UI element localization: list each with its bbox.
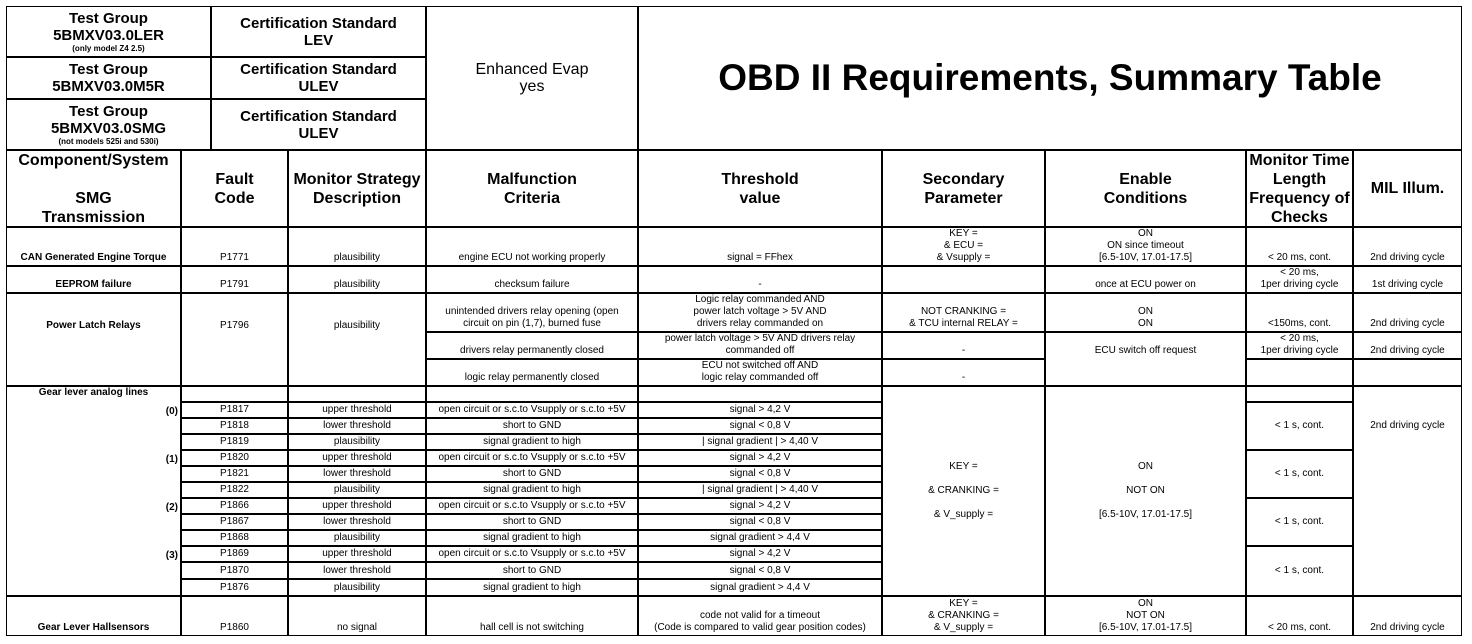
enhanced-evap-label: Enhanced Evap — [475, 61, 589, 78]
gear-row-p1818-code: P1818 — [181, 418, 288, 434]
col-header-secondary: Secondary Parameter — [882, 150, 1045, 227]
test-group-1-code: 5BMXV03.0LER — [53, 27, 164, 44]
gear-row-p1870-threshold: signal < 0,8 V — [638, 562, 882, 579]
gear-group-2-time: < 1 s, cont. — [1246, 498, 1353, 546]
gear-row-p1820-code: P1820 — [181, 450, 288, 466]
row-hall-component: Gear Lever Hallsensors — [6, 596, 181, 636]
row-eeprom-component: EEPROM failure — [6, 266, 181, 293]
test-group-1-label: Test Group — [69, 10, 148, 27]
row-hall-threshold: code not valid for a timeout (Code is compared to valid gear position codes) — [638, 596, 882, 636]
row-hall-secondary: KEY = & CRANKING = & V_supply = — [882, 596, 1045, 636]
gear-row-p1868-threshold: signal gradient > 4,4 V — [638, 530, 882, 546]
gear-row-p1820-malfunction: open circuit or s.c.to Vsupply or s.c.to +5V — [426, 450, 638, 466]
row-gear-analog-code-empty — [181, 386, 288, 402]
row-power-latch-2-time: < 20 ms, 1per driving cycle — [1246, 332, 1353, 359]
test-group-3-note: (not models 525i and 530i) — [58, 137, 159, 146]
col-header-malfunction: Malfunction Criteria — [426, 150, 638, 227]
gear-group-3-label: (3) — [165, 550, 178, 561]
cert-standard-1-cell — [211, 6, 426, 57]
gear-group-1-label: (1) — [165, 454, 178, 465]
row-can-code: P1771 — [181, 227, 288, 266]
cert-standard-3-label: Certification Standard — [240, 107, 397, 125]
cert-standard-3-value: ULEV — [298, 124, 339, 142]
row-gear-analog-secondary: KEY = & CRANKING = & V_supply = — [882, 386, 1045, 596]
row-hall-mil: 2nd driving cycle — [1353, 596, 1462, 636]
row-gear-analog-enable: ON NOT ON [6.5-10V, 17.01-17.5] — [1045, 386, 1246, 596]
test-group-2-label: Test Group — [69, 61, 148, 78]
gear-row-p1821-malfunction: short to GND — [426, 466, 638, 482]
gear-row-p1870-strategy: lower threshold — [288, 562, 426, 579]
test-group-3-label: Test Group — [69, 103, 148, 120]
gear-row-p1867-malfunction: short to GND — [426, 514, 638, 530]
row-power-latch-1-malfunction: unintended drivers relay opening (open circuit on pin (1,7), burned fuse — [426, 293, 638, 332]
test-group-2-code: 5BMXV03.0M5R — [52, 78, 165, 95]
row-hall-malfunction: hall cell is not switching — [426, 596, 638, 636]
gear-row-p1822-malfunction: signal gradient to high — [426, 482, 638, 498]
gear-row-p1817-strategy: upper threshold — [288, 402, 426, 418]
row-eeprom-enable: once at ECU power on — [1045, 266, 1246, 293]
cert-standard-2-label: Certification Standard — [240, 61, 397, 78]
gear-row-p1868-malfunction: signal gradient to high — [426, 530, 638, 546]
row-gear-analog-component: Gear lever analog lines — [6, 386, 181, 596]
col-header-threshold: Threshold value — [638, 150, 882, 227]
col-header-enable: Enable Conditions — [1045, 150, 1246, 227]
gear-group-0-label: (0) — [165, 406, 178, 417]
row-gear-analog-malfunction-empty — [426, 386, 638, 402]
row-power-latch-2-malfunction: drivers relay permanently closed — [426, 332, 638, 359]
gear-row-p1867-strategy: lower threshold — [288, 514, 426, 530]
row-hall-time: < 20 ms, cont. — [1246, 596, 1353, 636]
row-power-latch-2-mil: 2nd driving cycle — [1353, 332, 1462, 359]
gear-row-p1876-threshold: signal gradient > 4,4 V — [638, 579, 882, 596]
gear-row-p1866-malfunction: open circuit or s.c.to Vsupply or s.c.to +5V — [426, 498, 638, 514]
row-eeprom-threshold: - — [638, 266, 882, 293]
test-group-2-cell — [6, 57, 211, 99]
row-can-time: < 20 ms, cont. — [1246, 227, 1353, 266]
row-eeprom-secondary — [882, 266, 1045, 293]
row-power-latch-3-mil-empty — [1353, 359, 1462, 386]
gear-row-p1821-code: P1821 — [181, 466, 288, 482]
row-hall-code: P1860 — [181, 596, 288, 636]
row-eeprom-mil: 1st driving cycle — [1353, 266, 1462, 293]
col-header-time-length: Monitor Time Length Frequency of Checks — [1246, 150, 1353, 227]
gear-row-p1820-strategy: upper threshold — [288, 450, 426, 466]
cert-standard-2-cell — [211, 57, 426, 99]
row-power-latch-3-time-empty — [1246, 359, 1353, 386]
page-title: OBD II Requirements, Summary Table — [638, 6, 1462, 150]
cert-standard-2-value: ULEV — [298, 78, 339, 95]
gear-row-p1822-code: P1822 — [181, 482, 288, 498]
gear-row-p1817-malfunction: open circuit or s.c.to Vsupply or s.c.to +5V — [426, 402, 638, 418]
row-power-latch-strategy: plausibility — [288, 293, 426, 386]
row-power-latch-2-threshold: power latch voltage > 5V AND drivers relay commanded off — [638, 332, 882, 359]
gear-row-p1866-code: P1866 — [181, 498, 288, 514]
gear-group-1-time: < 1 s, cont. — [1246, 450, 1353, 498]
cert-standard-3-cell — [211, 99, 426, 150]
row-power-latch-1-secondary: NOT CRANKING = & TCU internal RELAY = — [882, 293, 1045, 332]
gear-row-p1866-strategy: upper threshold — [288, 498, 426, 514]
row-can-enable: ON ON since timeout [6.5-10V, 17.01-17.5] — [1045, 227, 1246, 266]
gear-row-p1820-threshold: signal > 4,2 V — [638, 450, 882, 466]
row-eeprom-code: P1791 — [181, 266, 288, 293]
cert-standard-1-label: Certification Standard — [240, 14, 397, 32]
gear-row-p1821-strategy: lower threshold — [288, 466, 426, 482]
enhanced-evap-value: yes — [519, 78, 545, 95]
test-group-1-cell — [6, 6, 211, 57]
gear-row-p1869-strategy: upper threshold — [288, 546, 426, 562]
gear-group-0-time: < 1 s, cont. — [1246, 402, 1353, 450]
row-power-latch-1-mil: 2nd driving cycle — [1353, 293, 1462, 332]
gear-row-p1867-code: P1867 — [181, 514, 288, 530]
gear-row-p1867-threshold: signal < 0,8 V — [638, 514, 882, 530]
row-power-latch-2-secondary: - — [882, 332, 1045, 359]
row-can-secondary: KEY = & ECU = & Vsupply = — [882, 227, 1045, 266]
row-power-latch-code: P1796 — [181, 293, 288, 386]
row-can-mil: 2nd driving cycle — [1353, 227, 1462, 266]
row-power-latch-1-threshold: Logic relay commanded AND power latch voltage > 5V AND drivers relay commanded on — [638, 293, 882, 332]
gear-row-p1869-code: P1869 — [181, 546, 288, 562]
gear-row-p1866-threshold: signal > 4,2 V — [638, 498, 882, 514]
row-power-latch-component: Power Latch Relays — [6, 293, 181, 386]
row-gear-analog-time-empty — [1246, 386, 1353, 402]
row-gear-analog-threshold-empty — [638, 386, 882, 402]
col-header-mil: MIL Illum. — [1353, 150, 1462, 227]
row-power-latch-1-enable: ON ON — [1045, 293, 1246, 332]
gear-row-p1818-malfunction: short to GND — [426, 418, 638, 434]
gear-row-p1819-malfunction: signal gradient to high — [426, 434, 638, 450]
row-power-latch-2-enable: ECU switch off request — [1045, 332, 1246, 386]
gear-row-p1868-strategy: plausibility — [288, 530, 426, 546]
row-can-malfunction: engine ECU not working properly — [426, 227, 638, 266]
gear-row-p1876-malfunction: signal gradient to high — [426, 579, 638, 596]
gear-row-p1819-threshold: | signal gradient | > 4,40 V — [638, 434, 882, 450]
row-gear-analog-strategy-empty — [288, 386, 426, 402]
enhanced-evap-cell — [426, 6, 638, 150]
row-gear-analog-mil: 2nd driving cycle — [1353, 386, 1462, 596]
row-eeprom-strategy: plausibility — [288, 266, 426, 293]
row-can-strategy: plausibility — [288, 227, 426, 266]
test-group-1-note: (only model Z4 2.5) — [72, 44, 145, 53]
gear-row-p1819-strategy: plausibility — [288, 434, 426, 450]
gear-row-p1870-code: P1870 — [181, 562, 288, 579]
gear-row-p1818-threshold: signal < 0,8 V — [638, 418, 882, 434]
row-can-component: CAN Generated Engine Torque — [6, 227, 181, 266]
gear-row-p1876-code: P1876 — [181, 579, 288, 596]
row-power-latch-3-malfunction: logic relay permanently closed — [426, 359, 638, 386]
row-power-latch-3-threshold: ECU not switched off AND logic relay commanded off — [638, 359, 882, 386]
gear-row-p1818-strategy: lower threshold — [288, 418, 426, 434]
row-power-latch-3-secondary: - — [882, 359, 1045, 386]
col-header-fault-code: Fault Code — [181, 150, 288, 227]
cert-standard-1-value: LEV — [303, 31, 334, 49]
col-header-monitor-strategy: Monitor Strategy Description — [288, 150, 426, 227]
row-can-threshold: signal = FFhex — [638, 227, 882, 266]
row-hall-strategy: no signal — [288, 596, 426, 636]
test-group-3-code: 5BMXV03.0SMG — [50, 120, 167, 137]
gear-row-p1869-threshold: signal > 4,2 V — [638, 546, 882, 562]
gear-row-p1822-threshold: | signal gradient | > 4,40 V — [638, 482, 882, 498]
gear-row-p1822-strategy: plausibility — [288, 482, 426, 498]
gear-group-2-label: (2) — [165, 502, 178, 513]
row-hall-enable: ON NOT ON [6.5-10V, 17.01-17.5] — [1045, 596, 1246, 636]
test-group-3-cell — [6, 99, 211, 150]
gear-row-p1870-malfunction: short to GND — [426, 562, 638, 579]
gear-row-p1869-malfunction: open circuit or s.c.to Vsupply or s.c.to +5V — [426, 546, 638, 562]
gear-row-p1819-code: P1819 — [181, 434, 288, 450]
row-eeprom-time: < 20 ms, 1per driving cycle — [1246, 266, 1353, 293]
gear-row-p1876-strategy: plausibility — [288, 579, 426, 596]
gear-row-p1868-code: P1868 — [181, 530, 288, 546]
gear-group-3-time: < 1 s, cont. — [1246, 546, 1353, 596]
row-power-latch-1-time: <150ms, cont. — [1246, 293, 1353, 332]
gear-row-p1817-code: P1817 — [181, 402, 288, 418]
row-eeprom-malfunction: checksum failure — [426, 266, 638, 293]
gear-row-p1817-threshold: signal > 4,2 V — [638, 402, 882, 418]
col-header-component: Component/System SMG Transmission — [6, 150, 181, 227]
gear-row-p1821-threshold: signal < 0,8 V — [638, 466, 882, 482]
